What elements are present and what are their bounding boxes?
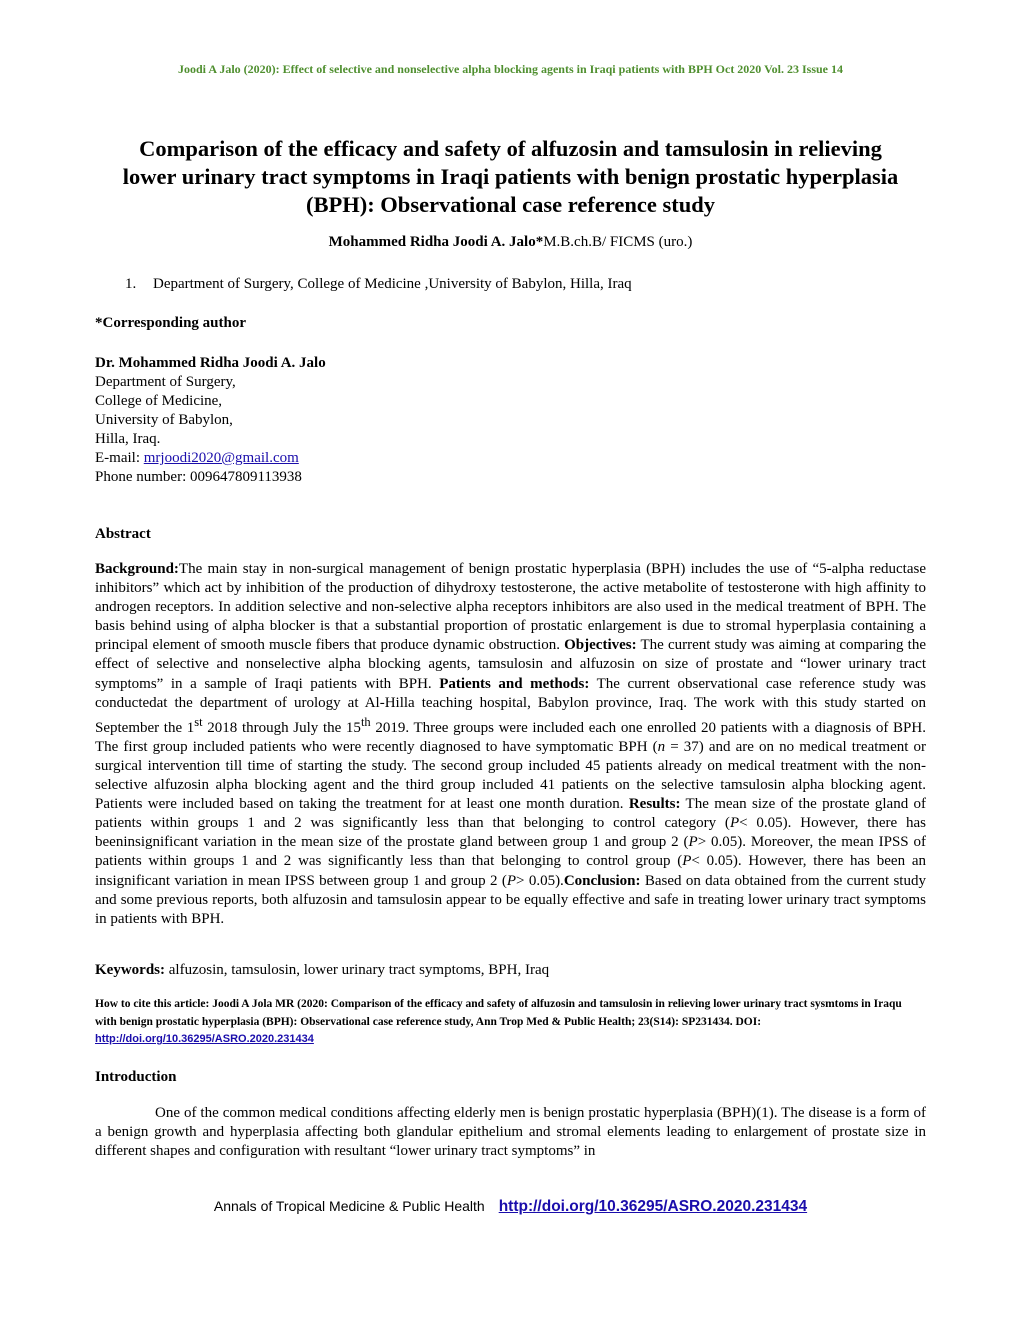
article-title xyxy=(95,135,926,219)
citation xyxy=(95,996,926,1049)
correspondence-address xyxy=(95,354,326,487)
results-text: > 0.05). Moreover, the mean IPSS of patients within groups 1 and 2 was significantly less than that belonging to control group ( xyxy=(95,834,926,870)
footer-doi-link[interactable]: http://doi.org/10.36295/ASRO.2020.231434 xyxy=(498,1198,808,1215)
objectives-text: The current study was aiming at comparing the effect of selective and nonselective alpha blocking agents, tamsulosin and alfuzosin on size of prostate and “lower urinary tract symptoms” in a sample of Iraqi patients with BPH. xyxy=(95,637,927,692)
address-department: Department of Surgery, xyxy=(95,374,236,390)
title-line-1: Comparison of the efficacy and safety of alfuzosin and tamsulosin in relieving xyxy=(139,136,882,161)
keywords xyxy=(95,962,549,979)
background-label: Background: xyxy=(95,561,179,577)
p-symbol: P xyxy=(506,872,517,889)
objectives-label: Objectives: xyxy=(564,637,637,654)
n-symbol: n xyxy=(657,738,666,755)
conclusion-text: Based on data obtained from the current study and some previous reports, both alfuzosin and tamsulosin appear to be equally effective and safe in treating lower urinary tract symptoms in patients with BPH. xyxy=(95,872,926,927)
email-line xyxy=(95,449,326,468)
conclusion-label: Conclusion: xyxy=(563,872,641,889)
results-text: The mean size of the prostate gland of patients within groups 1 and 2 was significantly less than that belonging to control category ( xyxy=(95,796,927,832)
citation-text: How to cite this article: Joodi A Jola MR (2020: Comparison of the efficacy and safety of alfuzosin and tamsulosin in relieving lower urinary tract sysmtoms in Iraqu with benign prostatic hyperplasia (BPH): Observational case reference study, Ann Trop Med & Public Health; 23(S14): SP231434. DOI: xyxy=(95,998,902,1028)
address-college: College of Medicine, xyxy=(95,393,223,409)
corresponding-name: Dr. Mohammed Ridha Joodi A. Jalo xyxy=(95,355,326,371)
abstract-heading: Abstract xyxy=(95,526,151,542)
methods-text: 2018 through July the 15 xyxy=(202,719,361,736)
email-link[interactable]: mrjoodi2020@gmail.com xyxy=(143,450,299,466)
superscript-st: st xyxy=(194,714,203,729)
methods-text: = 37) and are on no medical treatment or surgical intervention till time of starting the study. The second group included 45 patients already on medical treatment with the non-selective alfuzosin alpha blocking agent and the third group included 41 patients on the selective tamsulosin alpha blocking agent. Patients were included based on taking the treatment for at least one month duration. xyxy=(95,738,926,813)
author-line xyxy=(95,234,926,251)
email-label: E-mail: xyxy=(95,450,144,466)
running-header: Joodi A Jalo (2020): Effect of selective and nonselective alpha blocking agents in Iraqi patients with BPH Oct 2020 Vol. 23 Issue 14 xyxy=(177,62,843,76)
methods-text: The current observational case reference study was conductedat the department of urology at Al-Hilla teaching hospital, Babylon province, Iraq. The work with this study started on September the 1 xyxy=(95,675,926,736)
introduction-heading: Introduction xyxy=(95,1069,177,1085)
background-text: The main stay in non-surgical management of benign prostatic hyperplasia (BPH) includes the use of “5-alpha reductase inhibitors” which act by inhibition of the production of dihydroxy testosterone, the active metabolite of testosterone with high affinity to androgen receptors. In addition selective and non-selective alpha receptors inhibitors are also used in the medical treatment of BPH. The basis behind using of alpha blocker is that a substantial proportion of prostatic enlargement is due to stromal hyperplasia containing a principal element of smooth muscle fibers that produce dynamic obstruction. xyxy=(95,561,926,654)
address-university: University of Babylon, xyxy=(95,412,233,428)
results-label: Results: xyxy=(628,796,681,813)
methods-text: 2019. Three groups were included each one enrolled 20 patients with a diagnosis of BPH. The first group included patients who were recently diagnosed to have symptomatic BPH ( xyxy=(95,719,926,755)
methods-label: Patients and methods: xyxy=(439,675,590,692)
title-line-3: (BPH): Observational case reference study xyxy=(305,192,716,217)
title-line-2: lower urinary tract symptoms in Iraqi patients with benign prostatic hyperplasia xyxy=(122,164,899,189)
corresponding-author-label: *Corresponding author xyxy=(95,315,246,331)
results-text: < 0.05). However, there has beeninsignificant variation in the mean size of the prostate gland between group 1 and group 2 ( xyxy=(95,815,927,851)
keywords-text: alfuzosin, tamsulosin, lower urinary tract symptoms, BPH, Iraq xyxy=(165,962,550,978)
author-name: Mohammed Ridha Joodi A. Jalo* xyxy=(328,234,544,250)
p-symbol: P xyxy=(682,853,692,870)
citation-doi-link[interactable]: http://doi.org/10.36295/ASRO.2020.231434 xyxy=(95,1033,314,1045)
affiliation-text: Department of Surgery, College of Medicine ,University of Babylon, Hilla, Iraq xyxy=(153,276,632,292)
results-text: < 0.05). However, there has been an insignificant variation in mean IPSS between group 1 and group 2 ( xyxy=(95,853,927,889)
p-symbol: P xyxy=(688,834,698,851)
phone-line: Phone number: 009647809113938 xyxy=(95,469,302,485)
author-degrees: M.B.ch.B/ FICMS (uro.) xyxy=(543,234,693,250)
introduction-body: One of the common medical conditions affecting elderly men is benign prostatic hyperplasia (BPH)(1). The disease is a form of a benign growth and hyperplasia affecting both glandular epithelium and stromal elements leading to enlargement of prostate size in different shapes and configuration with resultant “lower urinary tract symptoms” in xyxy=(95,1105,926,1160)
footer-journal: Annals of Tropical Medicine & Public Health xyxy=(213,1198,485,1214)
keywords-label: Keywords: xyxy=(95,962,165,978)
abstract-body xyxy=(95,560,926,929)
results-text: > 0.05). xyxy=(516,872,564,889)
address-city: Hilla, Iraq. xyxy=(95,431,161,447)
page-footer xyxy=(95,1198,926,1216)
affiliation-number: 1. xyxy=(125,276,137,292)
affiliation xyxy=(125,276,632,293)
p-symbol: P xyxy=(729,815,740,832)
superscript-th: th xyxy=(360,714,371,729)
